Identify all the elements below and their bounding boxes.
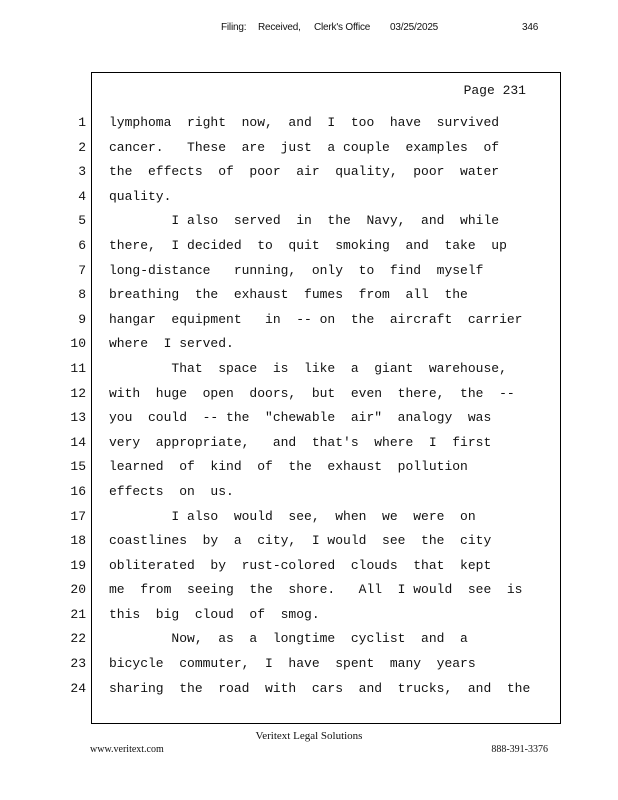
footer-company: Veritext Legal Solutions bbox=[255, 730, 363, 742]
transcript-line: very appropriate, and that's where I first bbox=[109, 434, 492, 450]
line-number: 12 bbox=[70, 385, 86, 401]
line-number: 9 bbox=[78, 311, 86, 327]
transcript-line: That space is like a giant warehouse, bbox=[109, 360, 507, 376]
line-number: 23 bbox=[70, 656, 86, 672]
transcript-line: you could -- the "chewable air" analogy was bbox=[109, 410, 492, 426]
line-number: 13 bbox=[70, 410, 86, 426]
transcript-line: where I served. bbox=[109, 336, 234, 352]
line-number: 18 bbox=[70, 533, 86, 549]
transcript-line: hangar equipment in -- on the aircraft carrier bbox=[109, 311, 523, 327]
line-number: 8 bbox=[78, 287, 86, 303]
line-number: 21 bbox=[70, 606, 86, 622]
line-number: 17 bbox=[70, 508, 86, 524]
transcript-line: cancer. These are just a couple examples of bbox=[109, 139, 500, 155]
line-number: 3 bbox=[78, 164, 86, 180]
line-number: 10 bbox=[70, 336, 86, 352]
line-number: 6 bbox=[78, 237, 86, 253]
filing-label: Filing: bbox=[221, 22, 247, 33]
transcript-line: sharing the road with cars and trucks, and the bbox=[109, 680, 531, 696]
transcript-line: there, I decided to quit smoking and take up bbox=[109, 237, 507, 253]
transcript-line: me from seeing the shore. All I would see is bbox=[109, 582, 523, 598]
line-number: 22 bbox=[70, 631, 86, 647]
line-number: 1 bbox=[78, 115, 86, 130]
received-label: Received, bbox=[258, 22, 301, 33]
transcript-line: I also served in the Navy, and while bbox=[109, 213, 500, 229]
footer-website: www.veritext.com bbox=[90, 744, 164, 755]
transcript-line: I also would see, when we were on bbox=[109, 508, 476, 524]
transcript-text bbox=[109, 111, 549, 701]
filing-header bbox=[0, 22, 618, 38]
transcript-line: obliterated by rust-colored clouds that kept bbox=[109, 557, 492, 573]
transcript-line: this big cloud of smog. bbox=[109, 606, 320, 622]
line-number: 2 bbox=[78, 139, 86, 155]
transcript-line: with huge open doors, but even there, the -- bbox=[109, 385, 515, 401]
line-number: 7 bbox=[78, 262, 86, 278]
line-number: 14 bbox=[70, 434, 86, 450]
transcript-line: quality. bbox=[109, 188, 172, 204]
line-number: 16 bbox=[70, 483, 86, 499]
transcript-line: learned of kind of the exhaust pollution bbox=[109, 459, 468, 475]
filing-page-number: 346 bbox=[522, 22, 539, 33]
transcript-line: long-distance running, only to find myself bbox=[109, 262, 484, 278]
transcript-line: the effects of poor air quality, poor water bbox=[109, 164, 500, 180]
line-number: 15 bbox=[70, 459, 86, 475]
line-number: 5 bbox=[78, 213, 86, 229]
line-number: 11 bbox=[70, 360, 86, 376]
line-number: 20 bbox=[70, 582, 86, 598]
line-number: 4 bbox=[78, 188, 86, 204]
line-number: 19 bbox=[70, 557, 86, 573]
transcript-line: lymphoma right now, and I too have survived bbox=[109, 115, 500, 130]
line-number-column bbox=[58, 111, 86, 701]
line-number: 24 bbox=[70, 680, 86, 696]
transcript-page-label: Page 231 bbox=[463, 83, 526, 98]
transcript-line: Now, as a longtime cyclist and a bbox=[109, 631, 468, 647]
transcript-line: coastlines by a city, I would see the city bbox=[109, 533, 492, 549]
transcript-line: effects on us. bbox=[109, 483, 234, 499]
footer-phone: 888-391-3376 bbox=[491, 744, 548, 755]
transcript-line: bicycle commuter, I have spent many years bbox=[109, 656, 476, 672]
filing-date: 03/25/2025 bbox=[390, 22, 439, 33]
clerks-office-label: Clerk's Office bbox=[314, 22, 371, 33]
transcript-line: breathing the exhaust fumes from all the bbox=[109, 287, 468, 303]
